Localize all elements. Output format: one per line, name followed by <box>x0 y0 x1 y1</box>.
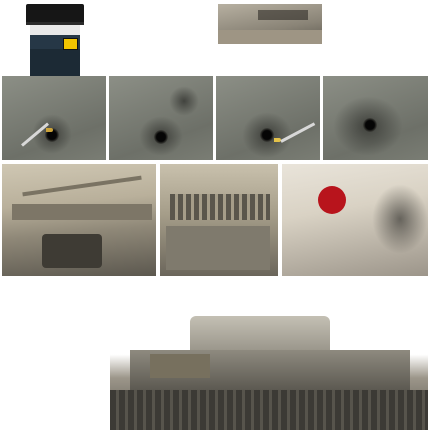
step-photo-4 <box>323 76 428 160</box>
tank-grille-photo <box>160 164 278 276</box>
step-photo-2 <box>109 76 213 160</box>
tank-engine-deck-photo <box>2 164 156 276</box>
jar-lid <box>26 4 84 24</box>
step-photo-1 <box>2 76 106 160</box>
ak-logo-icon <box>63 38 78 50</box>
step-photo-3 <box>216 76 320 160</box>
main-tank-photo <box>110 300 428 430</box>
jar-label <box>30 25 80 35</box>
hatch-fire-effect-photo <box>282 164 428 276</box>
intro-photo <box>218 4 322 44</box>
